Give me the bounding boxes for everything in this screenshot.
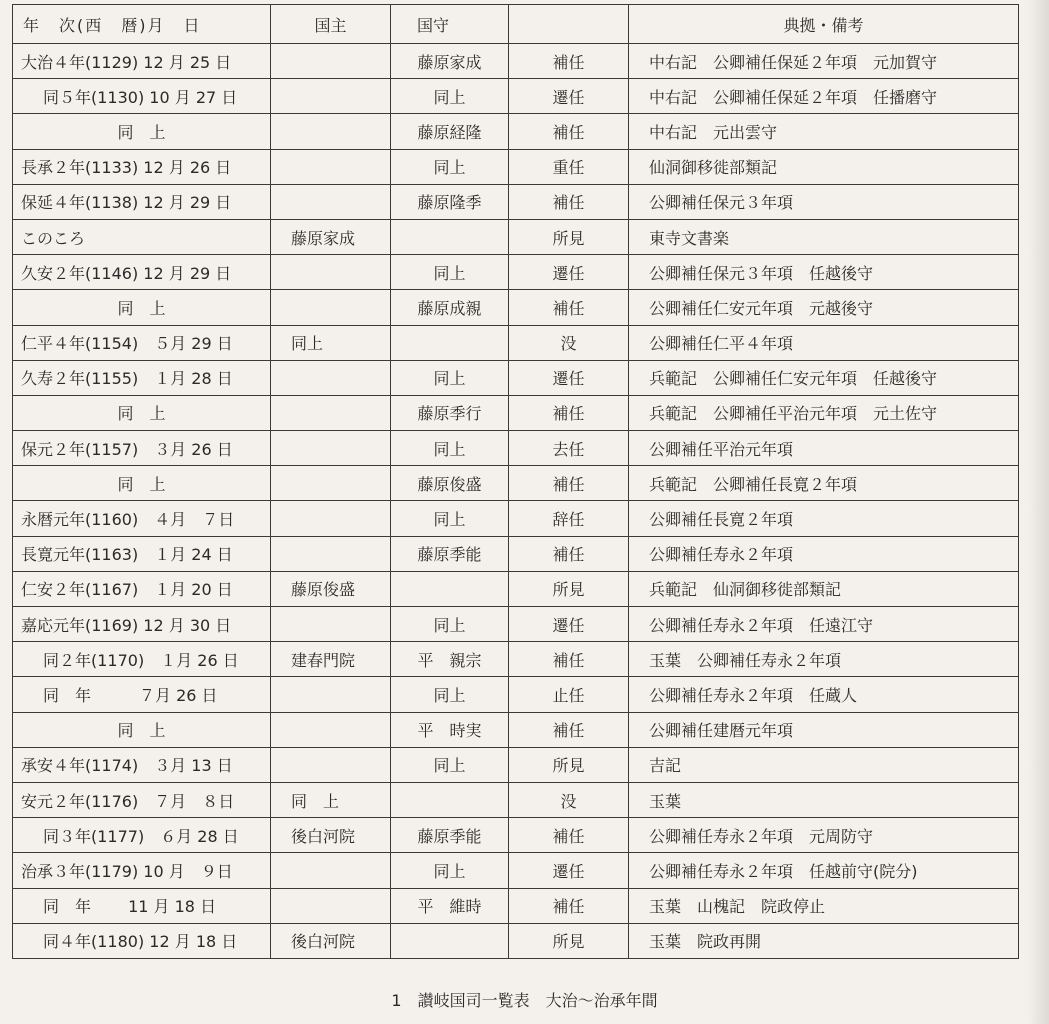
- table-row: [13, 149, 1019, 184]
- table-row: [13, 501, 1019, 536]
- cell-date: 同 年 11 月 18 日: [13, 888, 271, 923]
- cell-date: 安元２年(1176) ７月 ８日: [13, 782, 271, 817]
- cell-lord: [271, 255, 391, 290]
- cell-date: 承安４年(1174) ３月 13 日: [13, 747, 271, 782]
- cell-date: 仁平４年(1154) ５月 29 日: [13, 325, 271, 360]
- table-row: [13, 536, 1019, 571]
- cell-date: 同 上: [13, 290, 271, 325]
- table-row: [13, 818, 1019, 853]
- cell-note: 補任: [509, 536, 629, 571]
- cell-date: 嘉応元年(1169) 12 月 30 日: [13, 607, 271, 642]
- cell-note: 補任: [509, 888, 629, 923]
- header-lord: 国主: [271, 5, 391, 44]
- cell-reference: 玉葉 山槐記 院政停止: [629, 888, 1019, 923]
- cell-date: 同 上: [13, 395, 271, 430]
- cell-governor: 同上: [391, 79, 509, 114]
- cell-date: 治承３年(1179) 10 月 ９日: [13, 853, 271, 888]
- cell-note: 所見: [509, 923, 629, 958]
- cell-date: 同２年(1170) １月 26 日: [13, 642, 271, 677]
- cell-governor: [391, 219, 509, 254]
- cell-reference: 公卿補任仁平４年項: [629, 325, 1019, 360]
- cell-reference: 中右記 公卿補任保延２年項 元加賀守: [629, 44, 1019, 79]
- cell-lord: [271, 853, 391, 888]
- cell-governor: 藤原家成: [391, 44, 509, 79]
- cell-reference: 玉葉 公卿補任寿永２年項: [629, 642, 1019, 677]
- cell-note: 没: [509, 325, 629, 360]
- cell-reference: 公卿補任寿永２年項 任蔵人: [629, 677, 1019, 712]
- cell-reference: 兵範記 公卿補任仁安元年項 任越後守: [629, 360, 1019, 395]
- cell-note: 補任: [509, 395, 629, 430]
- cell-note: 補任: [509, 642, 629, 677]
- table-row: [13, 712, 1019, 747]
- cell-note: 補任: [509, 466, 629, 501]
- cell-lord: [271, 466, 391, 501]
- cell-lord: [271, 607, 391, 642]
- cell-note: 補任: [509, 114, 629, 149]
- cell-governor: 同上: [391, 255, 509, 290]
- cell-lord: [271, 747, 391, 782]
- cell-lord: [271, 44, 391, 79]
- cell-note: 没: [509, 782, 629, 817]
- cell-lord: 同 上: [271, 782, 391, 817]
- cell-reference: 兵範記 仙洞御移徙部類記: [629, 571, 1019, 606]
- cell-lord: [271, 184, 391, 219]
- table-row: [13, 325, 1019, 360]
- cell-date: 長寛元年(1163) １月 24 日: [13, 536, 271, 571]
- cell-note: 遷任: [509, 79, 629, 114]
- cell-governor: 藤原季行: [391, 395, 509, 430]
- cell-governor: [391, 571, 509, 606]
- cell-date: 同５年(1130) 10 月 27 日: [13, 79, 271, 114]
- cell-lord: [271, 149, 391, 184]
- table-row: [13, 782, 1019, 817]
- cell-governor: 同上: [391, 149, 509, 184]
- cell-date: このころ: [13, 219, 271, 254]
- table-row: [13, 290, 1019, 325]
- table-row: [13, 853, 1019, 888]
- cell-date: 長承２年(1133) 12 月 26 日: [13, 149, 271, 184]
- cell-reference: 公卿補任長寛２年項: [629, 501, 1019, 536]
- cell-governor: [391, 923, 509, 958]
- cell-note: 補任: [509, 290, 629, 325]
- cell-note: 遷任: [509, 255, 629, 290]
- cell-note: 遷任: [509, 360, 629, 395]
- table-row: [13, 360, 1019, 395]
- header-governor: 国守: [391, 5, 509, 44]
- cell-date: 仁安２年(1167) １月 20 日: [13, 571, 271, 606]
- cell-governor: 同上: [391, 360, 509, 395]
- cell-reference: 公卿補任寿永２年項: [629, 536, 1019, 571]
- cell-lord: 藤原俊盛: [271, 571, 391, 606]
- cell-reference: 公卿補任寿永２年項 任遠江守: [629, 607, 1019, 642]
- cell-note: 所見: [509, 747, 629, 782]
- table-row: [13, 395, 1019, 430]
- table-row: [13, 184, 1019, 219]
- cell-lord: [271, 677, 391, 712]
- cell-note: 所見: [509, 571, 629, 606]
- cell-lord: [271, 114, 391, 149]
- cell-governor: 藤原経隆: [391, 114, 509, 149]
- cell-lord: [271, 501, 391, 536]
- cell-reference: 公卿補任仁安元年項 元越後守: [629, 290, 1019, 325]
- governor-table: [12, 4, 1019, 959]
- table-row: [13, 642, 1019, 677]
- cell-reference: 公卿補任建暦元年項: [629, 712, 1019, 747]
- cell-governor: 平 親宗: [391, 642, 509, 677]
- header-reference: 典拠・備考: [629, 5, 1019, 44]
- cell-date: 同４年(1180) 12 月 18 日: [13, 923, 271, 958]
- cell-date: 久安２年(1146) 12 月 29 日: [13, 255, 271, 290]
- cell-governor: 同上: [391, 607, 509, 642]
- cell-note: 補任: [509, 184, 629, 219]
- table-row: [13, 255, 1019, 290]
- cell-note: 所見: [509, 219, 629, 254]
- cell-governor: 藤原成親: [391, 290, 509, 325]
- cell-governor: 平 時実: [391, 712, 509, 747]
- cell-reference: 玉葉 院政再開: [629, 923, 1019, 958]
- cell-lord: [271, 431, 391, 466]
- header-date: 年 次(西 暦)月 日: [13, 5, 271, 44]
- page-edge-shadow: [1027, 0, 1049, 1024]
- cell-date: 大治４年(1129) 12 月 25 日: [13, 44, 271, 79]
- cell-governor: 同上: [391, 747, 509, 782]
- cell-note: 辞任: [509, 501, 629, 536]
- table-row: [13, 571, 1019, 606]
- cell-governor: 平 維時: [391, 888, 509, 923]
- header-note: [509, 5, 629, 44]
- cell-reference: 玉葉: [629, 782, 1019, 817]
- cell-lord: [271, 712, 391, 747]
- cell-governor: 藤原季能: [391, 818, 509, 853]
- table-row: [13, 79, 1019, 114]
- cell-date: 同 上: [13, 114, 271, 149]
- cell-date: 同 上: [13, 466, 271, 501]
- cell-note: 重任: [509, 149, 629, 184]
- cell-governor: 同上: [391, 501, 509, 536]
- cell-reference: 東寺文書楽: [629, 219, 1019, 254]
- cell-reference: 仙洞御移徙部類記: [629, 149, 1019, 184]
- cell-reference: 兵範記 公卿補任平治元年項 元土佐守: [629, 395, 1019, 430]
- table-row: [13, 607, 1019, 642]
- cell-reference: 公卿補任保元３年項 任越後守: [629, 255, 1019, 290]
- cell-date: 同 年 ７月 26 日: [13, 677, 271, 712]
- cell-governor: 同上: [391, 431, 509, 466]
- cell-date: 保元２年(1157) ３月 26 日: [13, 431, 271, 466]
- cell-date: 同３年(1177) ６月 28 日: [13, 818, 271, 853]
- cell-lord: [271, 888, 391, 923]
- cell-lord: [271, 360, 391, 395]
- cell-governor: 藤原季能: [391, 536, 509, 571]
- table-row: [13, 923, 1019, 958]
- table-row: [13, 114, 1019, 149]
- cell-lord: [271, 536, 391, 571]
- cell-reference: 兵範記 公卿補任長寛２年項: [629, 466, 1019, 501]
- cell-lord: [271, 395, 391, 430]
- cell-governor: 同上: [391, 853, 509, 888]
- cell-reference: 吉記: [629, 747, 1019, 782]
- cell-reference: 公卿補任保元３年項: [629, 184, 1019, 219]
- cell-reference: 中右記 元出雲守: [629, 114, 1019, 149]
- table-header-row: [13, 5, 1019, 44]
- cell-lord: 藤原家成: [271, 219, 391, 254]
- cell-note: 補任: [509, 712, 629, 747]
- cell-governor: [391, 325, 509, 360]
- cell-note: 補任: [509, 818, 629, 853]
- table-row: [13, 431, 1019, 466]
- cell-reference: 中右記 公卿補任保延２年項 任播磨守: [629, 79, 1019, 114]
- cell-date: 永暦元年(1160) ４月 ７日: [13, 501, 271, 536]
- cell-lord: 同上: [271, 325, 391, 360]
- cell-reference: 公卿補任寿永２年項 任越前守(院分): [629, 853, 1019, 888]
- table-caption: 1 讃岐国司一覧表 大治～治承年間: [391, 991, 658, 1010]
- cell-date: 久寿２年(1155) １月 28 日: [13, 360, 271, 395]
- cell-governor: 藤原俊盛: [391, 466, 509, 501]
- table-row: [13, 888, 1019, 923]
- cell-lord: [271, 79, 391, 114]
- table-row: [13, 466, 1019, 501]
- table-row: [13, 219, 1019, 254]
- table-row: [13, 677, 1019, 712]
- cell-note: 遷任: [509, 853, 629, 888]
- cell-reference: 公卿補任平治元年項: [629, 431, 1019, 466]
- cell-date: 同 上: [13, 712, 271, 747]
- cell-lord: 建春門院: [271, 642, 391, 677]
- cell-reference: 公卿補任寿永２年項 元周防守: [629, 818, 1019, 853]
- cell-note: 去任: [509, 431, 629, 466]
- cell-lord: 後白河院: [271, 923, 391, 958]
- cell-governor: [391, 782, 509, 817]
- cell-note: 補任: [509, 44, 629, 79]
- cell-lord: [271, 290, 391, 325]
- table-row: [13, 44, 1019, 79]
- cell-lord: 後白河院: [271, 818, 391, 853]
- cell-note: 遷任: [509, 607, 629, 642]
- table-body: [13, 44, 1019, 959]
- cell-governor: 同上: [391, 677, 509, 712]
- cell-note: 止任: [509, 677, 629, 712]
- table-row: [13, 747, 1019, 782]
- cell-governor: 藤原隆季: [391, 184, 509, 219]
- cell-date: 保延４年(1138) 12 月 29 日: [13, 184, 271, 219]
